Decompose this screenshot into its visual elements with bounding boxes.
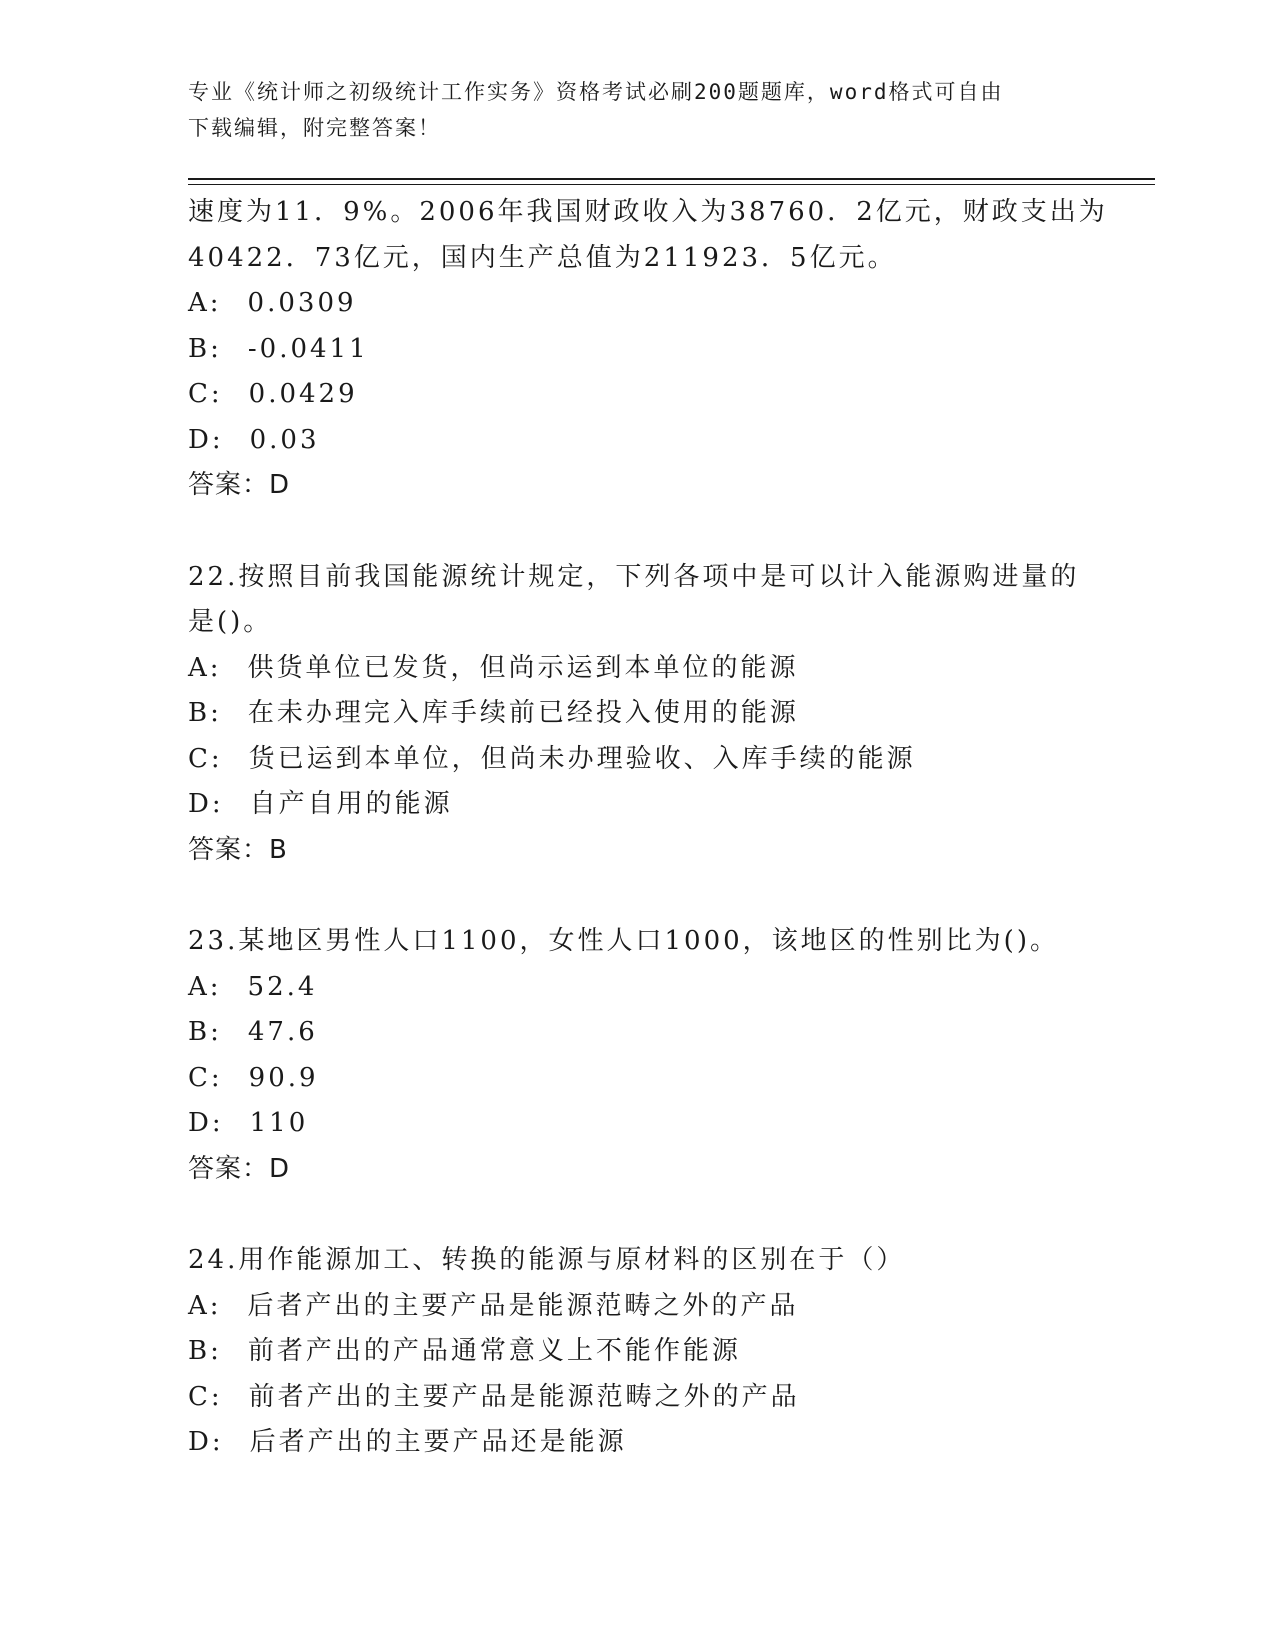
answer-line: 答案：D — [188, 470, 291, 500]
option-b — [188, 691, 1088, 737]
option-label: A: — [188, 652, 222, 683]
option-a — [188, 281, 1088, 327]
option-label: B: — [188, 1336, 222, 1366]
question-block-21 — [188, 190, 1108, 509]
document-header — [188, 74, 1068, 146]
option-text: 52.4 — [247, 971, 318, 1002]
option-b — [188, 1010, 1088, 1056]
option-label: A: — [188, 971, 222, 1002]
question-block-23 — [188, 919, 1088, 1192]
option-label: D: — [188, 789, 224, 819]
option-b — [188, 1329, 1088, 1375]
header-divider-thick — [188, 178, 1155, 180]
option-text: 90.9 — [248, 1062, 319, 1093]
option-d — [188, 782, 1088, 828]
option-text: 货已运到本单位，但尚未办理验收、入库手续的能源 — [248, 743, 916, 774]
option-label: C: — [188, 743, 223, 774]
option-text: 在未办理完入库手续前已经投入使用的能源 — [247, 698, 799, 728]
option-text: 后者产出的主要产品还是能源 — [249, 1427, 627, 1457]
option-a — [188, 646, 1088, 692]
question-block-24 — [188, 1238, 1088, 1466]
option-b — [188, 327, 1088, 373]
option-text: 前者产出的产品通常意义上不能作能源 — [247, 1336, 741, 1366]
option-text: 0.0309 — [247, 288, 357, 318]
option-text: 自产自用的能源 — [249, 789, 453, 819]
option-text: 0.0429 — [248, 379, 358, 409]
option-text: 后者产出的主要产品是能源范畴之外的产品 — [247, 1290, 799, 1321]
option-label: D: — [188, 1427, 224, 1457]
option-d — [188, 1420, 1088, 1466]
question-text: 速度为11．9%。2006年我国财政收入为38760．2亿元，财政支出为 — [188, 197, 1108, 227]
option-text: 供货单位已发货，但尚示运到本单位的能源 — [247, 652, 799, 683]
option-c — [188, 1056, 1088, 1102]
option-label: B: — [188, 698, 222, 728]
option-d — [188, 418, 1088, 464]
option-label: D: — [188, 424, 224, 455]
header-line-2: 下载编辑，附完整答案！ — [188, 116, 441, 140]
option-label: B: — [188, 1017, 222, 1047]
option-text: -0.0411 — [247, 333, 369, 364]
option-text: 0.03 — [249, 424, 320, 455]
option-a — [188, 1284, 1088, 1330]
option-text: 110 — [249, 1108, 309, 1138]
option-label: B: — [188, 333, 222, 364]
question-text: 40422．73亿元，国内生产总值为211923．5亿元。 — [188, 242, 897, 273]
option-label: A: — [188, 288, 222, 318]
option-c — [188, 737, 1088, 783]
option-c — [188, 372, 1088, 418]
header-line-1: 专业《统计师之初级统计工作实务》资格考试必刷200题题库，word格式可自由 — [188, 80, 1004, 104]
option-text: 前者产出的主要产品是能源范畴之外的产品 — [248, 1381, 800, 1412]
question-text: 24.用作能源加工、转换的能源与原材料的区别在于（） — [188, 1245, 906, 1275]
option-label: C: — [188, 379, 223, 409]
option-c — [188, 1375, 1088, 1421]
question-text: 23.某地区男性人口1100，女性人口1000，该地区的性别比为()。 — [188, 926, 1059, 956]
question-block-22 — [188, 555, 1088, 874]
option-label: A: — [188, 1290, 222, 1321]
option-d — [188, 1101, 1088, 1147]
answer-line: 答案：B — [188, 834, 288, 865]
answer-line: 答案：D — [188, 1153, 291, 1184]
option-text: 47.6 — [247, 1017, 318, 1047]
option-label: C: — [188, 1062, 223, 1093]
question-list — [188, 190, 1108, 1466]
option-label: C: — [188, 1381, 223, 1412]
option-a — [188, 965, 1088, 1011]
header-divider-thin — [188, 184, 1155, 185]
option-label: D: — [188, 1108, 224, 1138]
question-text: 是()。 — [188, 607, 273, 637]
question-text: 22.按照目前我国能源统计规定，下列各项中是可以计入能源购进量的 — [188, 561, 1080, 592]
